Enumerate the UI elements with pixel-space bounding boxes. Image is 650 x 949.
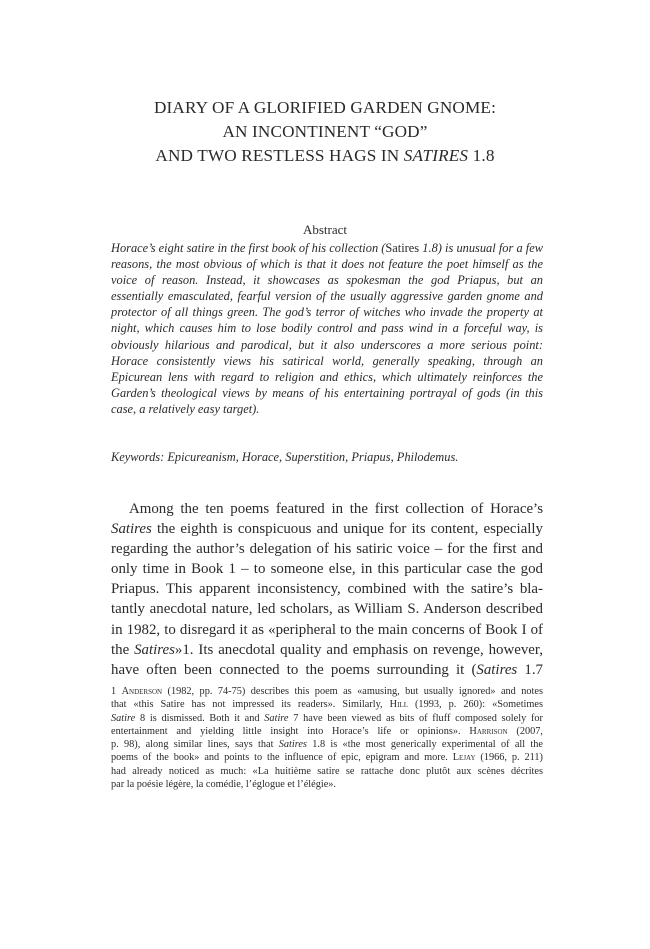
body-line-9 <box>111 660 543 680</box>
footnote-line-3 <box>111 712 543 725</box>
footnote-line-6-rest: (1966, p. 211) <box>475 752 543 764</box>
footnote-line-5-rest: 1.8 is «the most generically experimental of all the <box>306 739 543 751</box>
footnote-line-2-start: that «this Satire has not impressed its readers». Similarly, <box>111 699 390 711</box>
abstract-paragraph <box>111 240 543 417</box>
title-line-3-italic: SATIRES <box>403 146 469 165</box>
body-line-6: tantly anecdotal nature, led scholars, as William S. Anderson described <box>111 601 543 618</box>
footnote-line-4 <box>111 725 543 738</box>
body-line-9-rest: 1.7 <box>517 661 543 678</box>
abstract-part-1: Horace’s eight satire in the first book of his collection ( <box>111 241 386 255</box>
body-line-8 <box>111 640 543 660</box>
footnote-line-2-rest: (1993, p. 260): «Sometimes <box>407 699 544 711</box>
body-line-2-italic: Satires <box>111 521 152 538</box>
body-line-2 <box>111 519 543 539</box>
body-line-5: Priapus. This apparent inconsistency, combined with the satire’s bla- <box>111 581 543 598</box>
footnote-line-4-start: entertainment and yielding little insight into Horace’s life or opinions». <box>111 725 470 737</box>
body-line-3: regarding the author’s delegation of his satiric voice – for the first and <box>111 541 543 558</box>
body-line-9-italic: Satires <box>476 661 518 678</box>
body-line-8-prefix: the <box>111 641 135 658</box>
body-text <box>111 499 543 680</box>
footnote-line-5-start: p. 98), along similar lines, says that <box>111 739 279 751</box>
footnote-line-3-italic-2: Satire <box>264 712 289 724</box>
footnote-line-1-rest: (1982, pp. 74-75) describes this poem as «amusing, but usually ignored» and notes <box>162 686 544 697</box>
author-harrison: Harrison <box>469 725 508 737</box>
article-title <box>100 96 550 168</box>
keywords: Keywords: Epicureanism, Horace, Superstition, Priapus, Philodemus. <box>111 450 459 464</box>
footnote-line-3-mid: 8 is dismissed. Both it and <box>135 712 265 724</box>
title-line-3-suffix: 1.8 <box>468 146 495 165</box>
body-line-9-prefix: have often been connected to the poems surrounding it ( <box>111 661 477 678</box>
author-anderson: Anderson <box>121 686 163 697</box>
abstract-upright-title: Satires <box>385 241 420 255</box>
body-line-7: in 1982, to disregard it as «peripheral to the main concerns of Book I of <box>111 621 543 638</box>
author-hill: Hill <box>389 699 408 711</box>
footnote-line-8: par la poésie légère, la comédie, l’églogue et l’élégie». <box>111 779 336 791</box>
footnote-number: 1 <box>111 686 122 697</box>
footnote-line-7: had already noticed as much: «La huitième satire se rattache donc plutôt aux scènes décrites <box>111 765 543 777</box>
abstract-text <box>111 240 543 417</box>
body-line-2-rest: the eighth is conspicuous and unique for its content, especially <box>151 521 543 538</box>
body-line-8-rest: »1. Its anecdotal quality and emphasis on revenge, however, <box>174 641 543 658</box>
footnote-line-1 <box>111 685 543 698</box>
footnote-line-4-rest: (2007, <box>507 725 543 737</box>
footnote-line-5 <box>111 738 543 751</box>
footnote-line-6 <box>111 751 543 764</box>
footnote-line-6-start: poems of the book» and points to the influence of epic, epigram and more. <box>111 752 453 764</box>
footnote-1 <box>111 685 543 791</box>
title-line-3 <box>100 144 550 168</box>
author-lejay: Lejay <box>452 752 476 764</box>
footnote-line-5-italic: Satires <box>278 739 307 751</box>
title-line-2: AN INCONTINENT “GOD” <box>222 122 428 141</box>
body-paragraph <box>111 499 543 680</box>
title-line-3-prefix: AND TWO RESTLESS HAGS IN <box>155 146 404 165</box>
title-line-1: DIARY OF A GLORIFIED GARDEN GNOME: <box>153 98 497 117</box>
footnote-line-3-italic: Satire <box>111 712 136 724</box>
footnote-line-3-rest: 7 have been viewed as bits of fluff composed solely for <box>288 712 543 724</box>
abstract-part-2: 1.8) is unusual for a few reasons, the most obvious of which is that it does not feature the poet himself as the voice of reason. Instead, it showcases as spokesman the god Priapus, but an essentially emasculated, fearful version of the usually aggressive garden gnome and protector of all things green. The god’s terror of witches who invade the property at night, which causes him to lose bodily control and pass wind in a forceful way, is obviously hilarious and parodical, but it also underscores a more serious point: Horace consistently views his satirical world, generally speaking, through an Epicurean lens with regard to religion and ethics, which ultimately reinforces the Garden’s theological views by means of his entertaining portrayal of gods (in this case, a relatively easy target). <box>111 241 543 416</box>
footnote-line-2 <box>111 698 543 711</box>
body-line-4: only time in Book 1 – to someone else, in this particular case the god <box>111 561 543 578</box>
abstract-heading: Abstract <box>302 222 348 237</box>
body-line-8-italic: Satires <box>134 641 175 658</box>
body-line-1: Among the ten poems featured in the first collection of Horace’s <box>129 501 543 517</box>
